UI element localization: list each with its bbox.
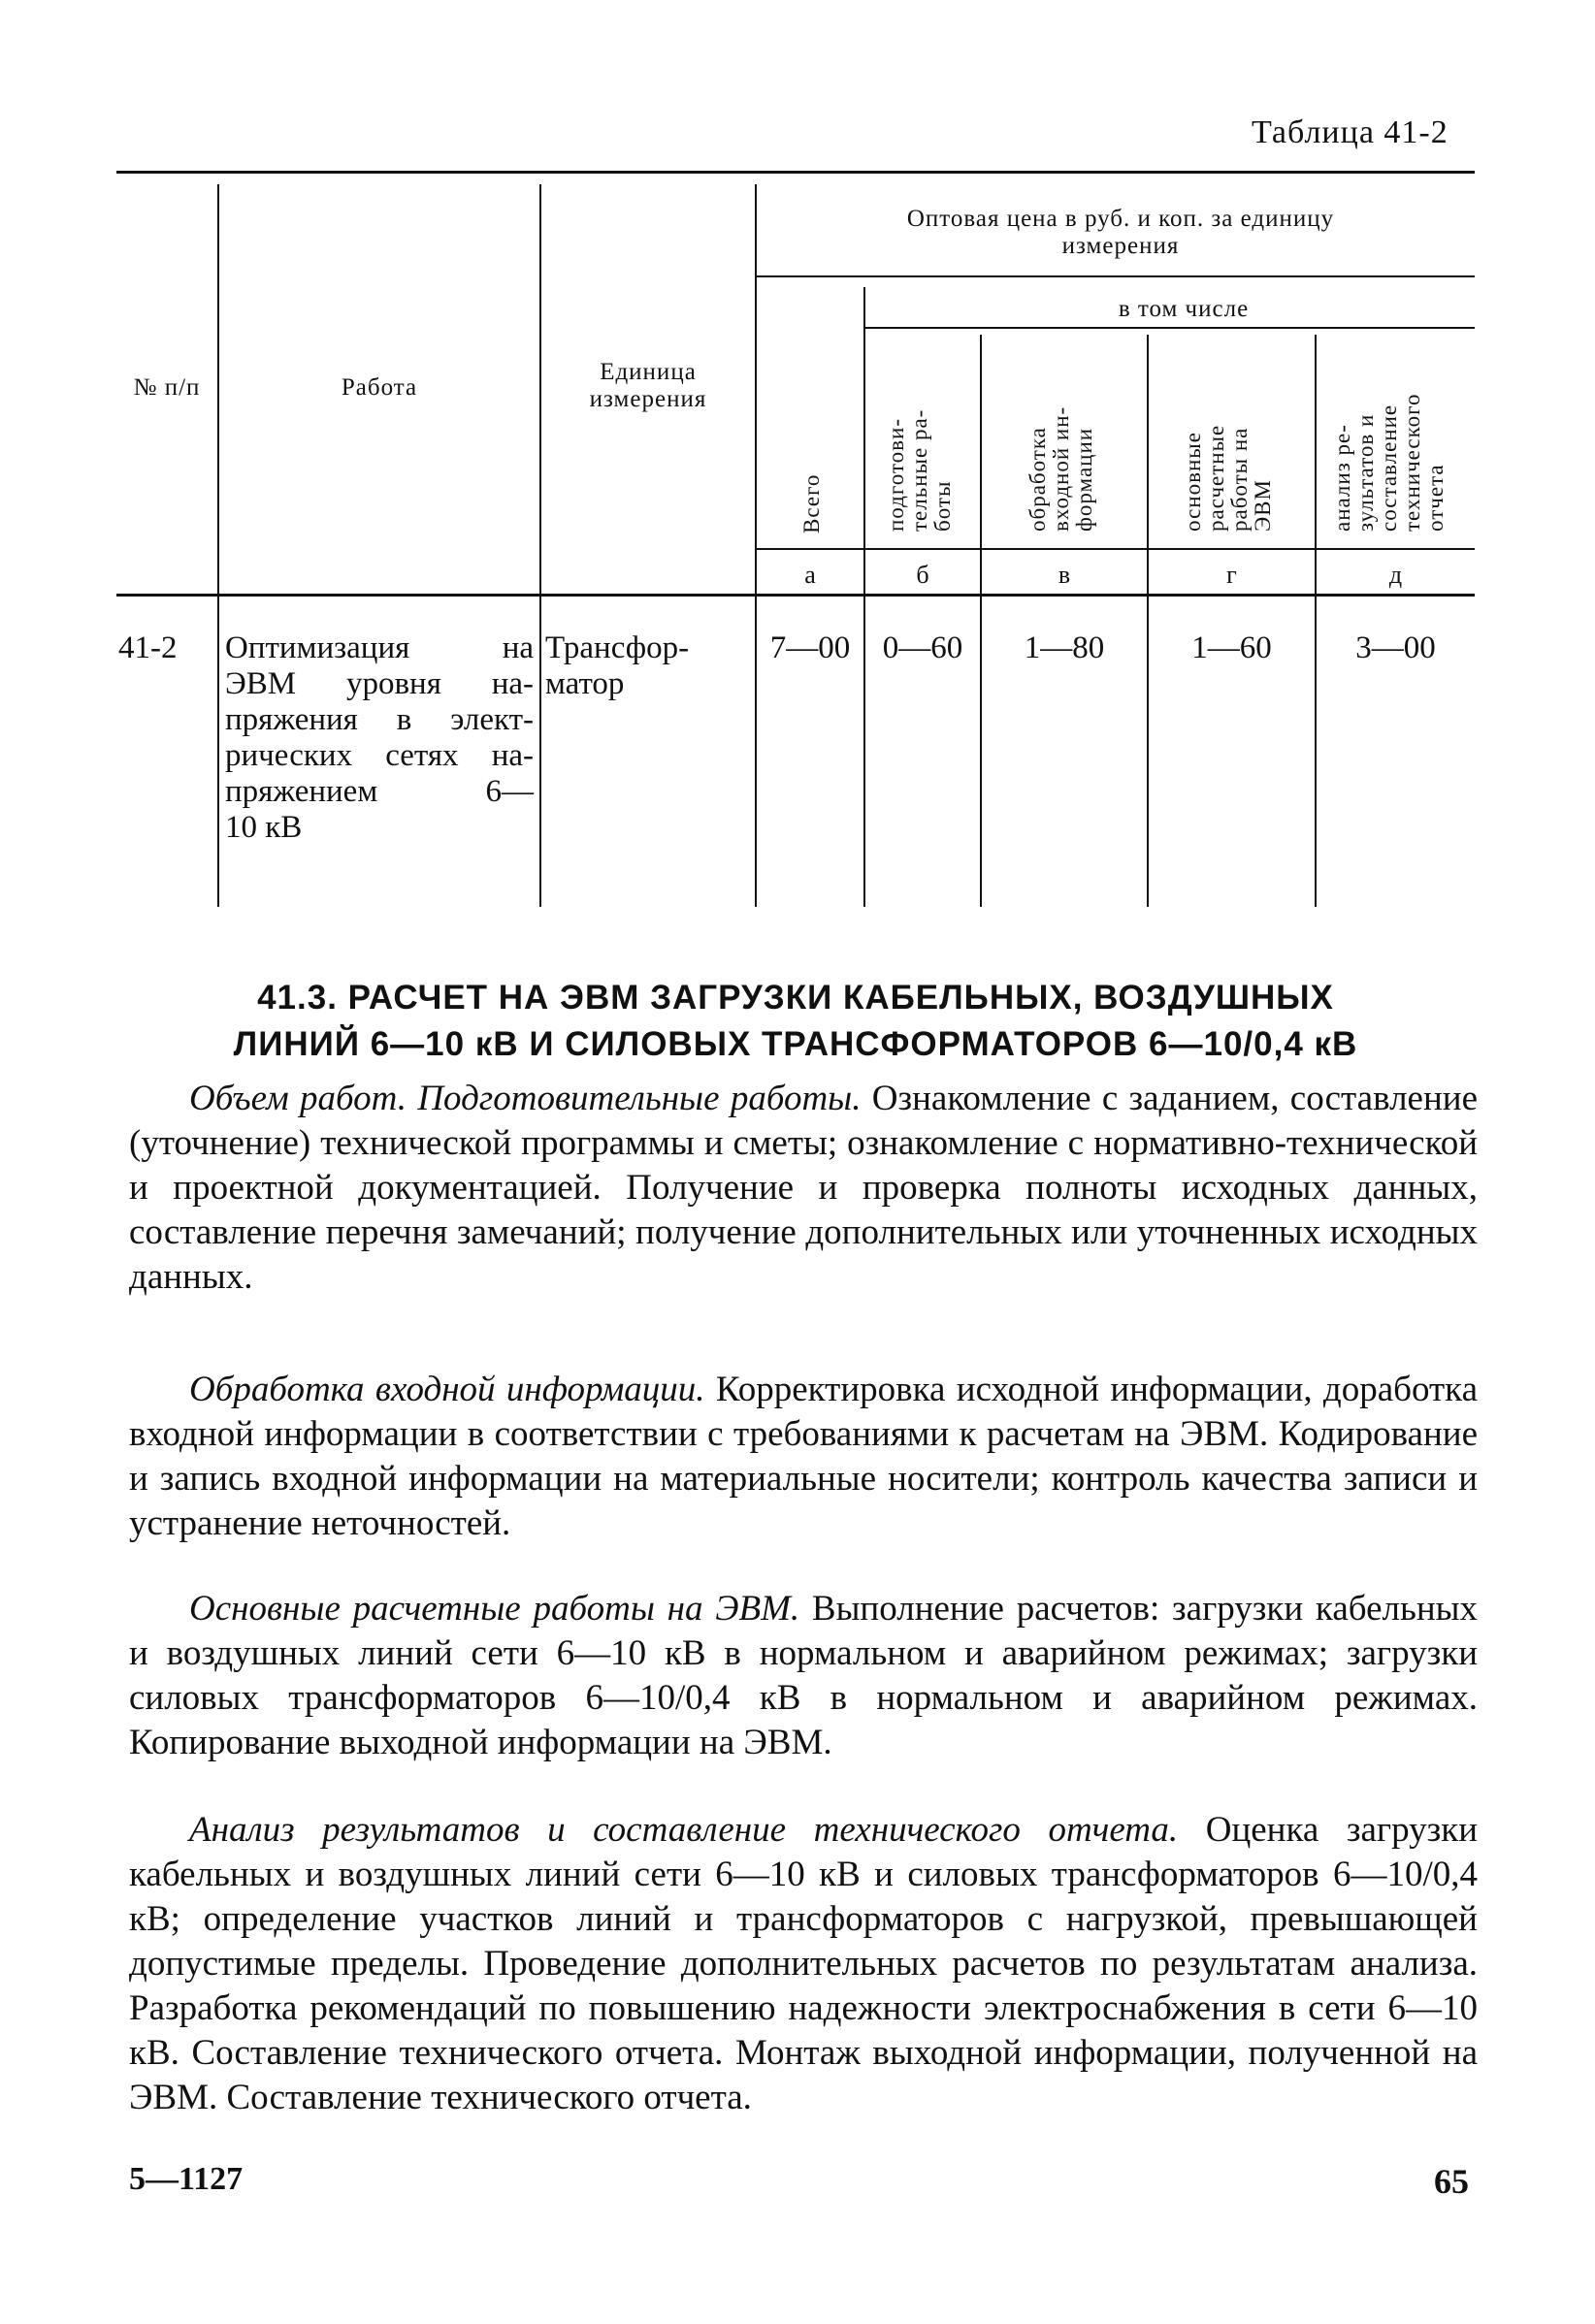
col-letter-v: в: [1058, 561, 1071, 589]
header-incl: в том числе: [1118, 296, 1250, 322]
unit-line: Трансфор-: [545, 630, 690, 665]
value-prep: 0—60: [882, 630, 963, 665]
col-letter-g: г: [1226, 561, 1237, 589]
header-analysis: анализ ре- зультатов и составление технического отчета: [1330, 393, 1448, 532]
header-work: Работа: [341, 374, 418, 401]
work-line: Оптимизация на: [225, 630, 534, 665]
value-total: 7—00: [769, 630, 851, 665]
header-unit: Единица измерения: [589, 359, 707, 412]
section-heading: [146, 975, 1446, 1068]
col-letter-d: д: [1388, 561, 1403, 589]
page-number: 65: [1434, 2162, 1469, 2201]
paragraph-scope: [129, 1077, 1478, 1300]
paragraph-lead: Объем работ. Подготовительные работы.: [189, 1079, 862, 1118]
paragraph-analysis: [129, 1808, 1478, 2120]
work-line: пряжения в элект-: [225, 702, 534, 737]
row-num: 41-2: [118, 630, 178, 665]
paragraph-input: [129, 1368, 1478, 1546]
header-num: № п/п: [133, 374, 201, 401]
col-letter-a: а: [804, 561, 816, 589]
header-price: Оптовая цена в руб. и коп. за единицу измерения: [906, 206, 1335, 259]
table-caption: Таблица 41-2: [1252, 114, 1449, 150]
unit-line: матор: [545, 666, 625, 701]
signature-mark: 5—1127: [129, 2161, 244, 2197]
value-main: 1—60: [1191, 630, 1272, 665]
paragraph-text: Выполнение расчетов: загрузки кабельных и воздушных линий сети 6—10 кВ в нормальном и аварийном режимах; загрузки силовых трансформаторов 6—10/0,4 кВ в нормальном и аварийном режимах. Копирование выходной информации на ЭВМ.: [129, 1589, 1478, 1762]
work-line: пряжением 6—: [225, 774, 534, 809]
header-total: Всего: [799, 473, 824, 533]
header-main: основные расчетные работы на ЭВМ: [1181, 424, 1275, 532]
paragraph-main: [129, 1587, 1478, 1765]
section-heading-line: 41.3. РАСЧЕТ НА ЭВМ ЗАГРУЗКИ КАБЕЛЬНЫХ, ВОЗДУШНЫХ: [257, 979, 1334, 1017]
work-line: рических сетях на-: [225, 738, 534, 773]
paragraph-lead: Анализ результатов и составление технического отчета.: [189, 1810, 1179, 1850]
paragraph-text: Оценка загрузки кабельных и воздушных линий сети 6—10 кВ и силовых трансформаторов 6—10/0,4 кВ; определение участков линий и трансформаторов с нагрузкой, превышающей допустимые пределы. Проведение дополнительных расчетов по результатам анализа. Разработка рекомендаций по повышению надежности электроснабжения в сети 6—10 кВ. Составление технического отчета. Монтаж выходной информации, полученной на ЭВМ. Составление технического отчета.: [129, 1810, 1478, 2117]
work-line: ЭВМ уровня на-: [225, 666, 534, 701]
paragraph-text: Ознакомление с заданием, составление (уточнение) технической программы и сметы; ознакомление с нормативно-технической и проектной документацией. Получение и проверка полноты исходных данных, составление перечня замечаний; получение дополнительных или уточненных исходных данных.: [129, 1079, 1478, 1297]
paragraph-text: Корректировка исходной информации, доработка входной информации в соответствии с требованиями к расчетам на ЭВМ. Кодирование и запись входной информации на материальные носители; контроль качества записи и устранение неточностей.: [129, 1370, 1479, 1543]
header-input: обработка входной ин- формации: [1025, 405, 1096, 532]
paragraph-lead: Обработка входной информации.: [189, 1370, 705, 1409]
value-input: 1—80: [1024, 630, 1105, 665]
col-letter-b: б: [916, 561, 929, 589]
section-heading-line: ЛИНИЙ 6—10 кВ И СИЛОВЫХ ТРАНСФОРМАТОРОВ 6—10/0,4 кВ: [233, 1025, 1358, 1063]
paragraph-lead: Основные расчетные работы на ЭВМ.: [189, 1589, 800, 1629]
header-prep: подготови- тельные ра- боты: [884, 408, 955, 532]
value-analysis: 3—00: [1355, 630, 1436, 665]
work-line: 10 кВ: [225, 810, 303, 845]
